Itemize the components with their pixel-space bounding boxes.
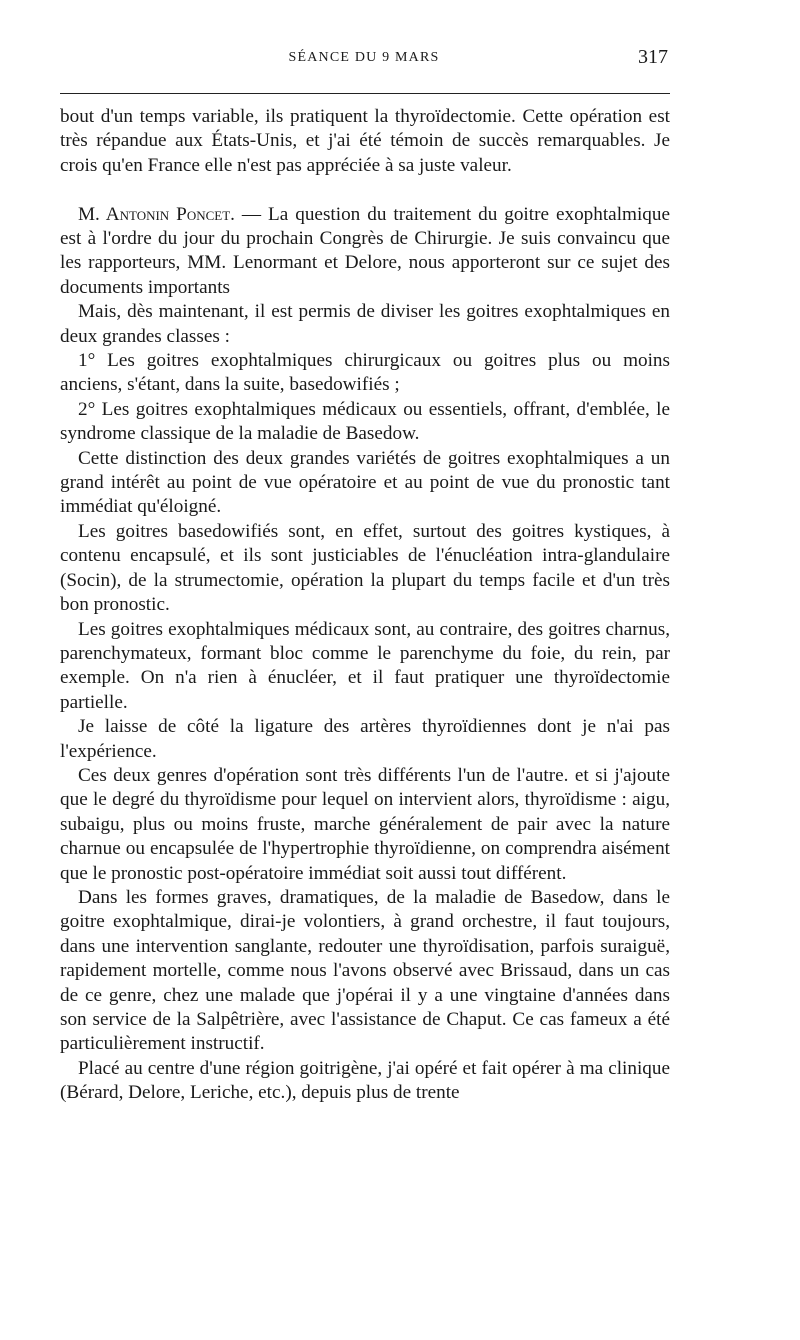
paragraph-speaker [60,203,670,301]
header-rule [60,93,670,94]
paragraph: Placé au centre d'une région goitrigène, j'ai opéré et fait opérer à ma clinique (Bérard, Delore, Leriche, etc.), depuis plus de trente [60,1057,670,1104]
page-number: 317 [638,46,668,68]
paragraph: Mais, dès maintenant, il est permis de diviser les goitres exophtalmiques en deux grandes classes : [60,301,670,347]
paragraph: bout d'un temps variable, ils pratiquent la thyroïdectomie. Cette opération est très répandue aux États-Unis, et j'ai été témoin de succès remarquables. Je crois qu'en France elle n'est pas appréciée à sa juste valeur. [60,106,670,176]
paragraph: 2° Les goitres exophtalmiques médicaux ou essentiels, offrant, d'emblée, le syndrome classique de la maladie de Basedow. [60,398,670,445]
paragraph: Cette distinction des deux grandes variétés de goitres exophtalmiques a un grand intérêt au point de vue opératoire et au point de vue du pronostic tant immédiat qu'éloigné. [60,447,670,518]
paragraph-text: — La question du traitement du goitre exophtalmique est à l'ordre du jour du prochain Congrès de Chirurgie. Je suis convaincu que les rapporteurs, MM. Lenormant et Delore, nous apporteront sur ce sujet des documents importants [60,203,670,298]
paragraph: Ces deux genres d'opération sont très différents l'un de l'autre. et si j'ajoute que le degré du thyroïdisme pour lequel on intervient alors, thyroïdisme : aigu, subaigu, plus ou moins fruste, marche généralement de pair avec la nature charnue ou encapsulée de l'hypertrophie thyroïdienne, on comprendra aisément que le pronostic post-opératoire immédiat soit aussi tout différent. [60,764,670,884]
running-title: SÉANCE DU 9 MARS [288,50,440,65]
paragraph: Je laisse de côté la ligature des artères thyroïdiennes dont je n'ai pas l'expérience. [60,716,670,762]
body-text [60,105,670,1106]
page-header [60,46,668,74]
paragraph: Les goitres basedowifiés sont, en effet, surtout des goitres kystiques, à contenu encapsulé, et ils sont justiciables de l'énucléation intra-glandulaire (Socin), de la strumectomie, opération la plupart du temps facile et d'un très bon pronostic. [60,520,670,616]
paragraph: Dans les formes graves, dramatiques, de la maladie de Basedow, dans le goitre exophtalmique, dirai-je volontiers, à grand orchestre, il faut toujours, dans une intervention sanglante, redouter une thyroïdisation, parfois suraiguë, rapidement mortelle, comme nous l'avons observé avec Brissaud, dans un cas de ce genre, chez une malade que j'opérai il y a une vingtaine d'années dans son service de la Salpêtrière, avec l'assistance de Chaput. Ce cas fameux a été particulièrement instructif. [60,886,670,1055]
paragraph: Les goitres exophtalmiques médicaux sont, au contraire, des goitres charnus, parenchymateux, formant bloc comme le parenchyme du foie, du rein, par exemple. On n'a rien à énucléer, et il faut pratiquer une thyroïdectomie partielle. [60,618,670,713]
paragraph: 1° Les goitres exophtalmiques chirurgicaux ou goitres plus ou moins anciens, s'étant, dans la suite, basedowifiés ; [60,350,670,396]
speaker-name: M. Antonin Poncet. [78,203,235,225]
